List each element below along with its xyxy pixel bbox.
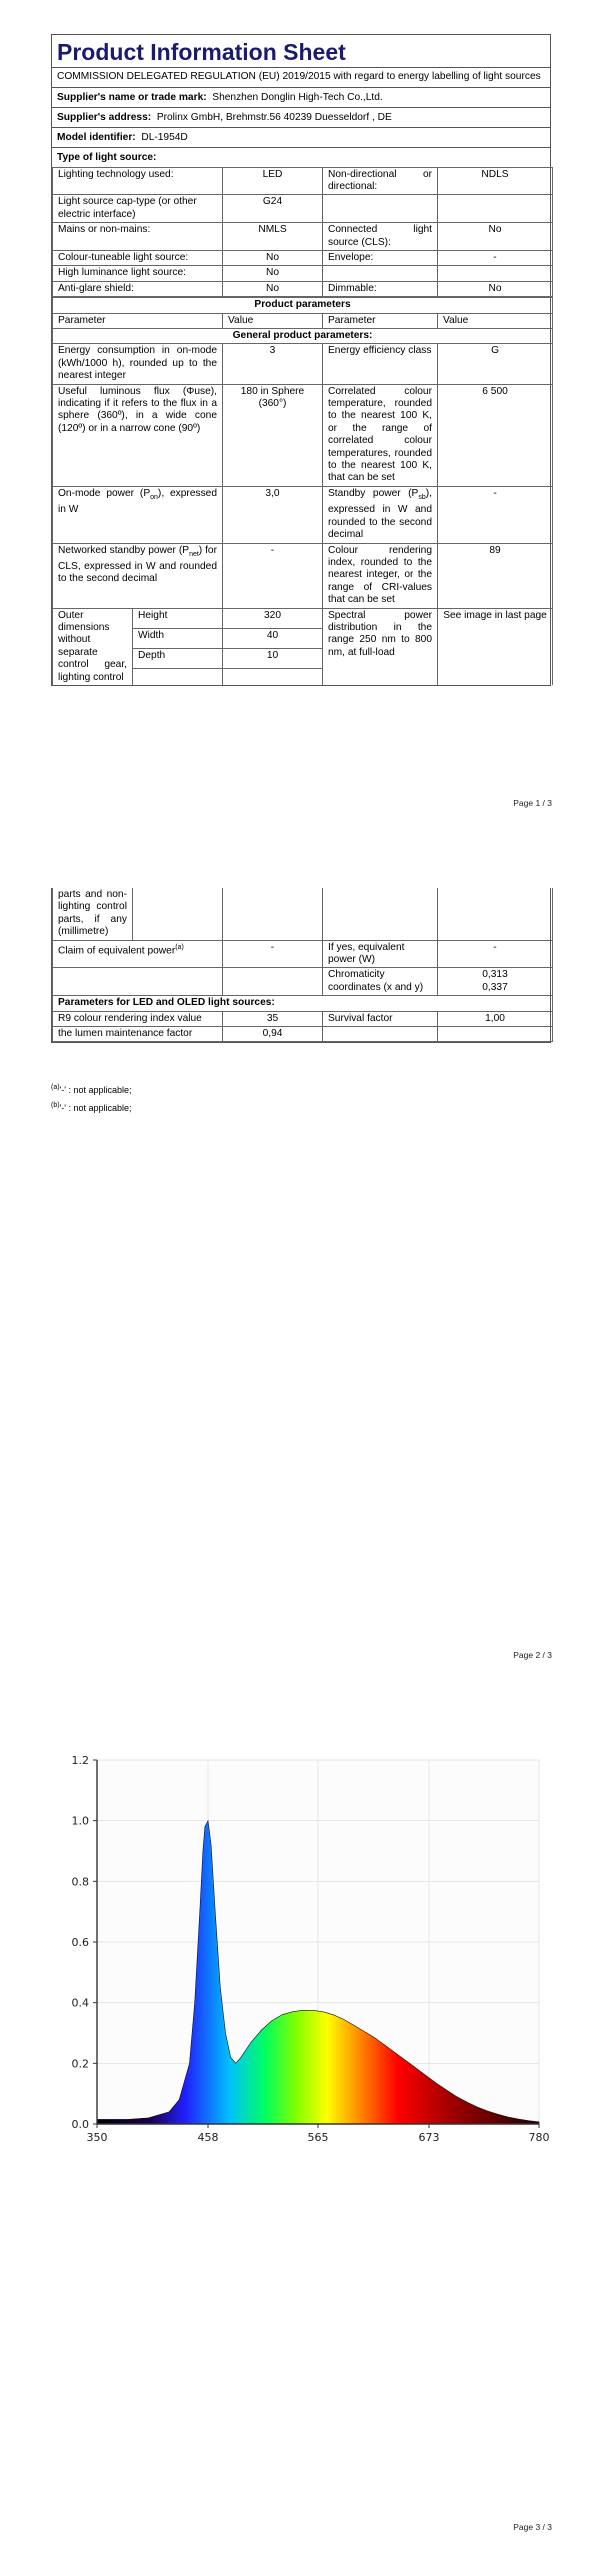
- type-value: No: [223, 266, 323, 281]
- chroma-value: [438, 968, 553, 996]
- chroma-x: 0,313: [482, 969, 508, 981]
- type-label: High luminance light source:: [53, 266, 223, 281]
- lumen-label: the lumen maintenance factor: [53, 1027, 223, 1042]
- page-number-1: Page 1 / 3: [513, 798, 552, 808]
- type-value-2: No: [438, 281, 553, 296]
- type-label: Lighting technology used:: [53, 167, 223, 195]
- x-tick-label: 458: [197, 2131, 219, 2144]
- chroma-label: Chromaticity coordinates (x and y): [323, 968, 438, 996]
- page-1: [0, 0, 603, 830]
- height-value: 320: [223, 608, 323, 628]
- x-tick-label: 673: [418, 2131, 440, 2144]
- model-label: Model identifier:: [57, 131, 136, 143]
- type-label: Light source cap-type (or other electric interface): [53, 195, 223, 223]
- spectrum-svg: [51, 1746, 551, 2156]
- col-parameter-1: Parameter: [53, 313, 223, 328]
- lumen-value: 0,94: [223, 1027, 323, 1042]
- type-value-2: [438, 195, 553, 223]
- standby-value: -: [438, 486, 553, 543]
- spectrum-chart: [51, 1746, 551, 2156]
- chroma-y: 0,337: [482, 981, 508, 993]
- type-value: No: [223, 250, 323, 265]
- efficiency-label: Energy efficiency class: [323, 344, 438, 384]
- type-label-2: Connected light source (CLS):: [323, 223, 438, 251]
- spd-value: See image in last page: [438, 608, 553, 685]
- type-value-2: NDLS: [438, 167, 553, 195]
- dimensions-label-cont: parts and non-lighting control parts, if any (millimetre): [53, 888, 133, 940]
- type-value-2: No: [438, 223, 553, 251]
- type-row: [53, 223, 553, 251]
- depth-label: Depth: [133, 649, 223, 669]
- page-2: [0, 830, 603, 1686]
- cri-label: Colour rendering index, rounded to the nearest integer, or the range of CRI-values that can be set: [323, 543, 438, 608]
- y-tick-label: 0.2: [71, 2057, 89, 2071]
- supplier-label: Supplier's name or trade mark:: [57, 91, 207, 103]
- type-row: [53, 266, 553, 281]
- equiv-claim-label: Claim of equivalent power$^{(a)}$: [53, 940, 223, 968]
- width-value: 40: [223, 628, 323, 648]
- address-row: [52, 108, 550, 128]
- y-tick-label: 1.2: [71, 1754, 89, 1767]
- col-value-2: Value: [438, 313, 553, 328]
- flux-value: 180 in Sphere (360°): [223, 384, 323, 486]
- info-sheet-part-1: [51, 34, 551, 686]
- model-row: [52, 128, 550, 148]
- y-tick-label: 0.6: [71, 1936, 89, 1949]
- regulation-text: COMMISSION DELEGATED REGULATION (EU) 2019/2015 with regard to energy labelling of light sources: [52, 68, 550, 88]
- dimensions-label: Outer dimensions without separate control gear, lighting control: [53, 608, 133, 685]
- supplier-value: Shenzhen Donglin High-Tech Co.,Ltd.: [212, 91, 383, 103]
- supplier-row: [52, 88, 550, 108]
- x-tick-label: 780: [528, 2131, 550, 2144]
- type-value: NMLS: [223, 223, 323, 251]
- type-row: [53, 281, 553, 296]
- type-value: LED: [223, 167, 323, 195]
- params-table-2: [52, 888, 553, 1042]
- address-label: Supplier's address:: [57, 111, 152, 123]
- y-tick-label: 0.0: [71, 2118, 89, 2131]
- energy-value: 3: [223, 344, 323, 384]
- led-heading: Parameters for LED and OLED light sources:: [53, 996, 553, 1011]
- footnote-a: $^{(a)}$'-' : not applicable;: [51, 1084, 132, 1095]
- type-label-2: [323, 266, 438, 281]
- x-tick-label: 565: [307, 2131, 329, 2144]
- spd-label: Spectral power distribution in the range 250 nm to 800 nm, at full-load: [323, 608, 438, 685]
- col-value-1: Value: [223, 313, 323, 328]
- height-label: Height: [133, 608, 223, 628]
- energy-label: Energy consumption in on-mode (kWh/1000 h), rounded up to the nearest integer: [53, 344, 223, 384]
- depth-value: 10: [223, 649, 323, 669]
- type-row: [53, 250, 553, 265]
- type-value-2: [438, 266, 553, 281]
- type-table: [52, 167, 553, 298]
- equiv-power-label: If yes, equivalent power (W): [323, 940, 438, 968]
- page-3: [0, 1686, 603, 2560]
- page-number-2: Page 2 / 3: [513, 1650, 552, 1660]
- x-tick-label: 350: [86, 2131, 108, 2144]
- general-heading: General product parameters:: [53, 328, 553, 343]
- type-label: Mains or non-mains:: [53, 223, 223, 251]
- onmode-value: 3,0: [223, 486, 323, 543]
- type-label-2: Dimmable:: [323, 281, 438, 296]
- width-label: Width: [133, 628, 223, 648]
- onmode-label: On-mode power $(P_{on})$, expressed in W: [53, 486, 223, 543]
- equiv-power-value: -: [438, 940, 553, 968]
- page-number-3: Page 3 / 3: [513, 2522, 552, 2532]
- cct-value: 6 500: [438, 384, 553, 486]
- efficiency-value: G: [438, 344, 553, 384]
- type-label-2: [323, 195, 438, 223]
- survival-value: 1,00: [438, 1011, 553, 1026]
- type-row: [53, 167, 553, 195]
- networked-standby-label: Networked standby power $(P_{net})$ for CLS, expressed in W and rounded to the second decimal: [53, 543, 223, 608]
- type-value: No: [223, 281, 323, 296]
- info-sheet-part-2: [51, 888, 551, 1043]
- type-heading: Type of light source:: [57, 151, 157, 163]
- r9-value: 35: [223, 1011, 323, 1026]
- cri-value: 89: [438, 543, 553, 608]
- type-label-2: Envelope:: [323, 250, 438, 265]
- r9-label: R9 colour rendering index value: [53, 1011, 223, 1026]
- model-value: DL-1954D: [141, 131, 188, 143]
- footnotes: [51, 1080, 132, 1116]
- y-tick-label: 0.8: [71, 1875, 89, 1889]
- footnote-b: $^{(b)}$'-' : not applicable;: [51, 1102, 132, 1113]
- type-row: [53, 195, 553, 223]
- address-value: Prolinx GmbH, Brehmstr.56 40239 Duesseldorf , DE: [156, 111, 392, 123]
- networked-standby-value: -: [223, 543, 323, 608]
- params-table-1: [52, 297, 553, 685]
- y-tick-label: 1.0: [71, 1814, 89, 1828]
- type-label: Anti-glare shield:: [53, 281, 223, 296]
- type-value: G24: [223, 195, 323, 223]
- equiv-claim-value: -: [223, 940, 323, 968]
- type-heading-row: [52, 148, 550, 167]
- type-label-2: Non-directional or directional:: [323, 167, 438, 195]
- standby-label: Standby power $(P_{sb})$, expressed in W and rounded to the second decimal: [323, 486, 438, 543]
- y-tick-label: 0.4: [71, 1996, 89, 2010]
- params-heading: Product parameters: [53, 298, 553, 313]
- title-row: [52, 35, 550, 68]
- type-value-2: -: [438, 250, 553, 265]
- survival-label: Survival factor: [323, 1011, 438, 1026]
- type-label: Colour-tuneable light source:: [53, 250, 223, 265]
- col-parameter-2: Parameter: [323, 313, 438, 328]
- cct-label: Correlated colour temperature, rounded to the nearest 100 K, or the range of correlated colour temperatures, rounded to the nearest 100 K, that can be set: [323, 384, 438, 486]
- page-title: Product Information Sheet: [57, 39, 346, 65]
- flux-label: Useful luminous flux (Φuse), indicating if it refers to the flux in a sphere (360º), in a wide cone (120º) or in a narrow cone (90º): [53, 384, 223, 486]
